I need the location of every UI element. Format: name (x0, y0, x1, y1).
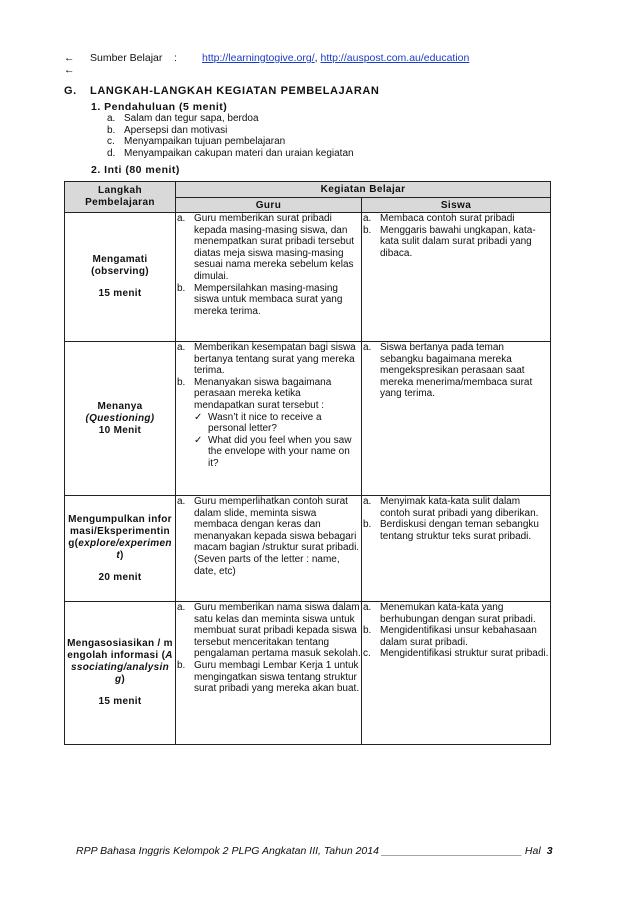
table-row (65, 342, 551, 496)
header-siswa: Siswa (362, 198, 551, 213)
header-kegiatan: Kegiatan Belajar (176, 182, 551, 198)
pendahuluan-heading: 1. Pendahuluan (5 menit) (91, 101, 228, 113)
stage-cell: Mengasosiasikan / mengolah informasi (Associating/analysing) 15 menit (65, 602, 176, 745)
kegiatan-table (64, 181, 551, 745)
list-item: a. Salam dan tegur sapa, berdoa (107, 113, 259, 124)
footer-text: RPP Bahasa Inggris Kelompok 2 PLPG Angkatan III, Tahun 2014 ________________________ Hal (76, 845, 541, 857)
guru-cell (176, 496, 362, 602)
source-label: Sumber Belajar (90, 52, 163, 64)
siswa-cell (362, 602, 551, 745)
list-item: b. Guru membagi Lembar Kerja 1 untuk mengingatkan siswa tentang struktur surat pribadi yang mereka akan buat. (177, 659, 360, 695)
section-heading (64, 85, 379, 97)
stage-cell: Mengumpulkan informasi/Eksperimenting(explore/experiment) 20 menit (65, 496, 176, 602)
header-langkah: Langkah Pembelajaran (65, 182, 176, 213)
pendahuluan-list (107, 113, 354, 159)
header-guru: Guru (176, 198, 362, 213)
list-item: a. Guru memperlihatkan contoh surat dalam slide, meminta siswa membaca dengan keras dan menanyakan kepada siswa bebagari macam bagian /struktur surat pribadi. (Seven parts of the letter : name, date, etc) (177, 496, 360, 577)
list-item: b. Berdiskusi dengan teman sebangku tentang struktur teks surat pribadi. (363, 519, 539, 542)
list-item: b. Apersepsi dan motivasi (107, 124, 228, 136)
stage-cell: Menanya (Questioning) 10 Menit (65, 342, 176, 496)
table-row (65, 213, 551, 342)
list-item: c. Mengidentifikasi struktur surat pribadi. (363, 648, 549, 660)
list-item: ✓ What did you feel when you saw the envelope with your name on it? (194, 434, 352, 469)
page-footer (76, 845, 553, 857)
list-item: a. Membaca contoh surat pribadi (363, 213, 515, 224)
list-item: b. Menggaris bawahi ungkapan, kata-kata sulit dalam surat pribadi yang dibaca. (363, 224, 536, 259)
section-title: LANGKAH-LANGKAH KEGIATAN PEMBELAJARAN (90, 85, 380, 97)
source-separator: , (314, 52, 321, 64)
check-icon: ✓ (194, 411, 203, 423)
list-item: b. Menanyakan siswa bagaimana perasaan mereka ketika mendapatkan surat tersebut : ✓ Wasn’t it nice to receive a personal letter? ✓ What did you feel when you saw the envelope with your name on it? (176, 377, 361, 470)
check-icon: ✓ (194, 434, 203, 446)
list-item: ✓ Wasn’t it nice to receive a personal letter? (194, 411, 322, 435)
source-line (64, 52, 469, 64)
list-item: a. Menyimak kata-kata sulit dalam contoh surat pribadi yang diberikan. (363, 496, 539, 519)
inti-heading: 2. Inti (80 menit) (91, 164, 180, 176)
guru-cell (176, 342, 362, 496)
list-item: a. Siswa bertanya pada teman sebangku bagaimana mereka mengekspresikan perasaan saat mereka menerima/membaca surat yang terima. (363, 342, 533, 400)
siswa-cell (362, 496, 551, 602)
siswa-cell (362, 342, 551, 496)
stage-cell: Mengamati (observing) 15 menit (65, 213, 176, 342)
source-link-learningtogive[interactable]: http://learningtogive.org/ (202, 52, 315, 64)
list-item: b. Mempersilahkan masing-masing siswa untuk membaca surat yang mereka terima. (177, 282, 343, 317)
list-item: c. Menyampaikan tujuan pembelajaran (107, 136, 286, 147)
page-number: 3 (546, 845, 553, 857)
list-item: a. Menemukan kata-kata yang berhubungan dengan surat pribadi. (363, 602, 536, 625)
arrow-left-icon: ← (64, 64, 75, 76)
source-link-auspost[interactable]: http://auspost.com.au/education (320, 52, 470, 64)
list-item: d. Menyampaikan cakupan materi dan uraian kegiatan (107, 147, 354, 159)
section-letter: G. (64, 85, 77, 97)
list-item: a. Guru memberikan surat pribadi kepada masing-masing siswa, dan menempatkan surat pribadi tersebut diatas meja siswa masing-masing sesuai nama mereka sebelum kelas dimulai. (177, 213, 355, 282)
guru-cell (176, 602, 362, 745)
guru-cell (176, 213, 362, 342)
list-item: a. Guru memberikan nama siswa dalam satu kelas dan meminta siswa untuk membuat surat pribadi kepada siswa tersebut menceritakan tentang pengalaman pertama masuk sekolah. (177, 602, 361, 660)
arrow-left-icon: ← (64, 52, 75, 64)
table-row (65, 602, 551, 745)
list-item: a. Memberikan kesempatan bagi siswa bertanya tentang surat yang mereka terima. (177, 342, 356, 377)
siswa-cell (362, 213, 551, 342)
table-row (65, 496, 551, 602)
list-item: b. Mengidentifikasi unsur kebahasaan dalam surat pribadi. (363, 625, 537, 648)
source-colon: : (174, 52, 177, 64)
